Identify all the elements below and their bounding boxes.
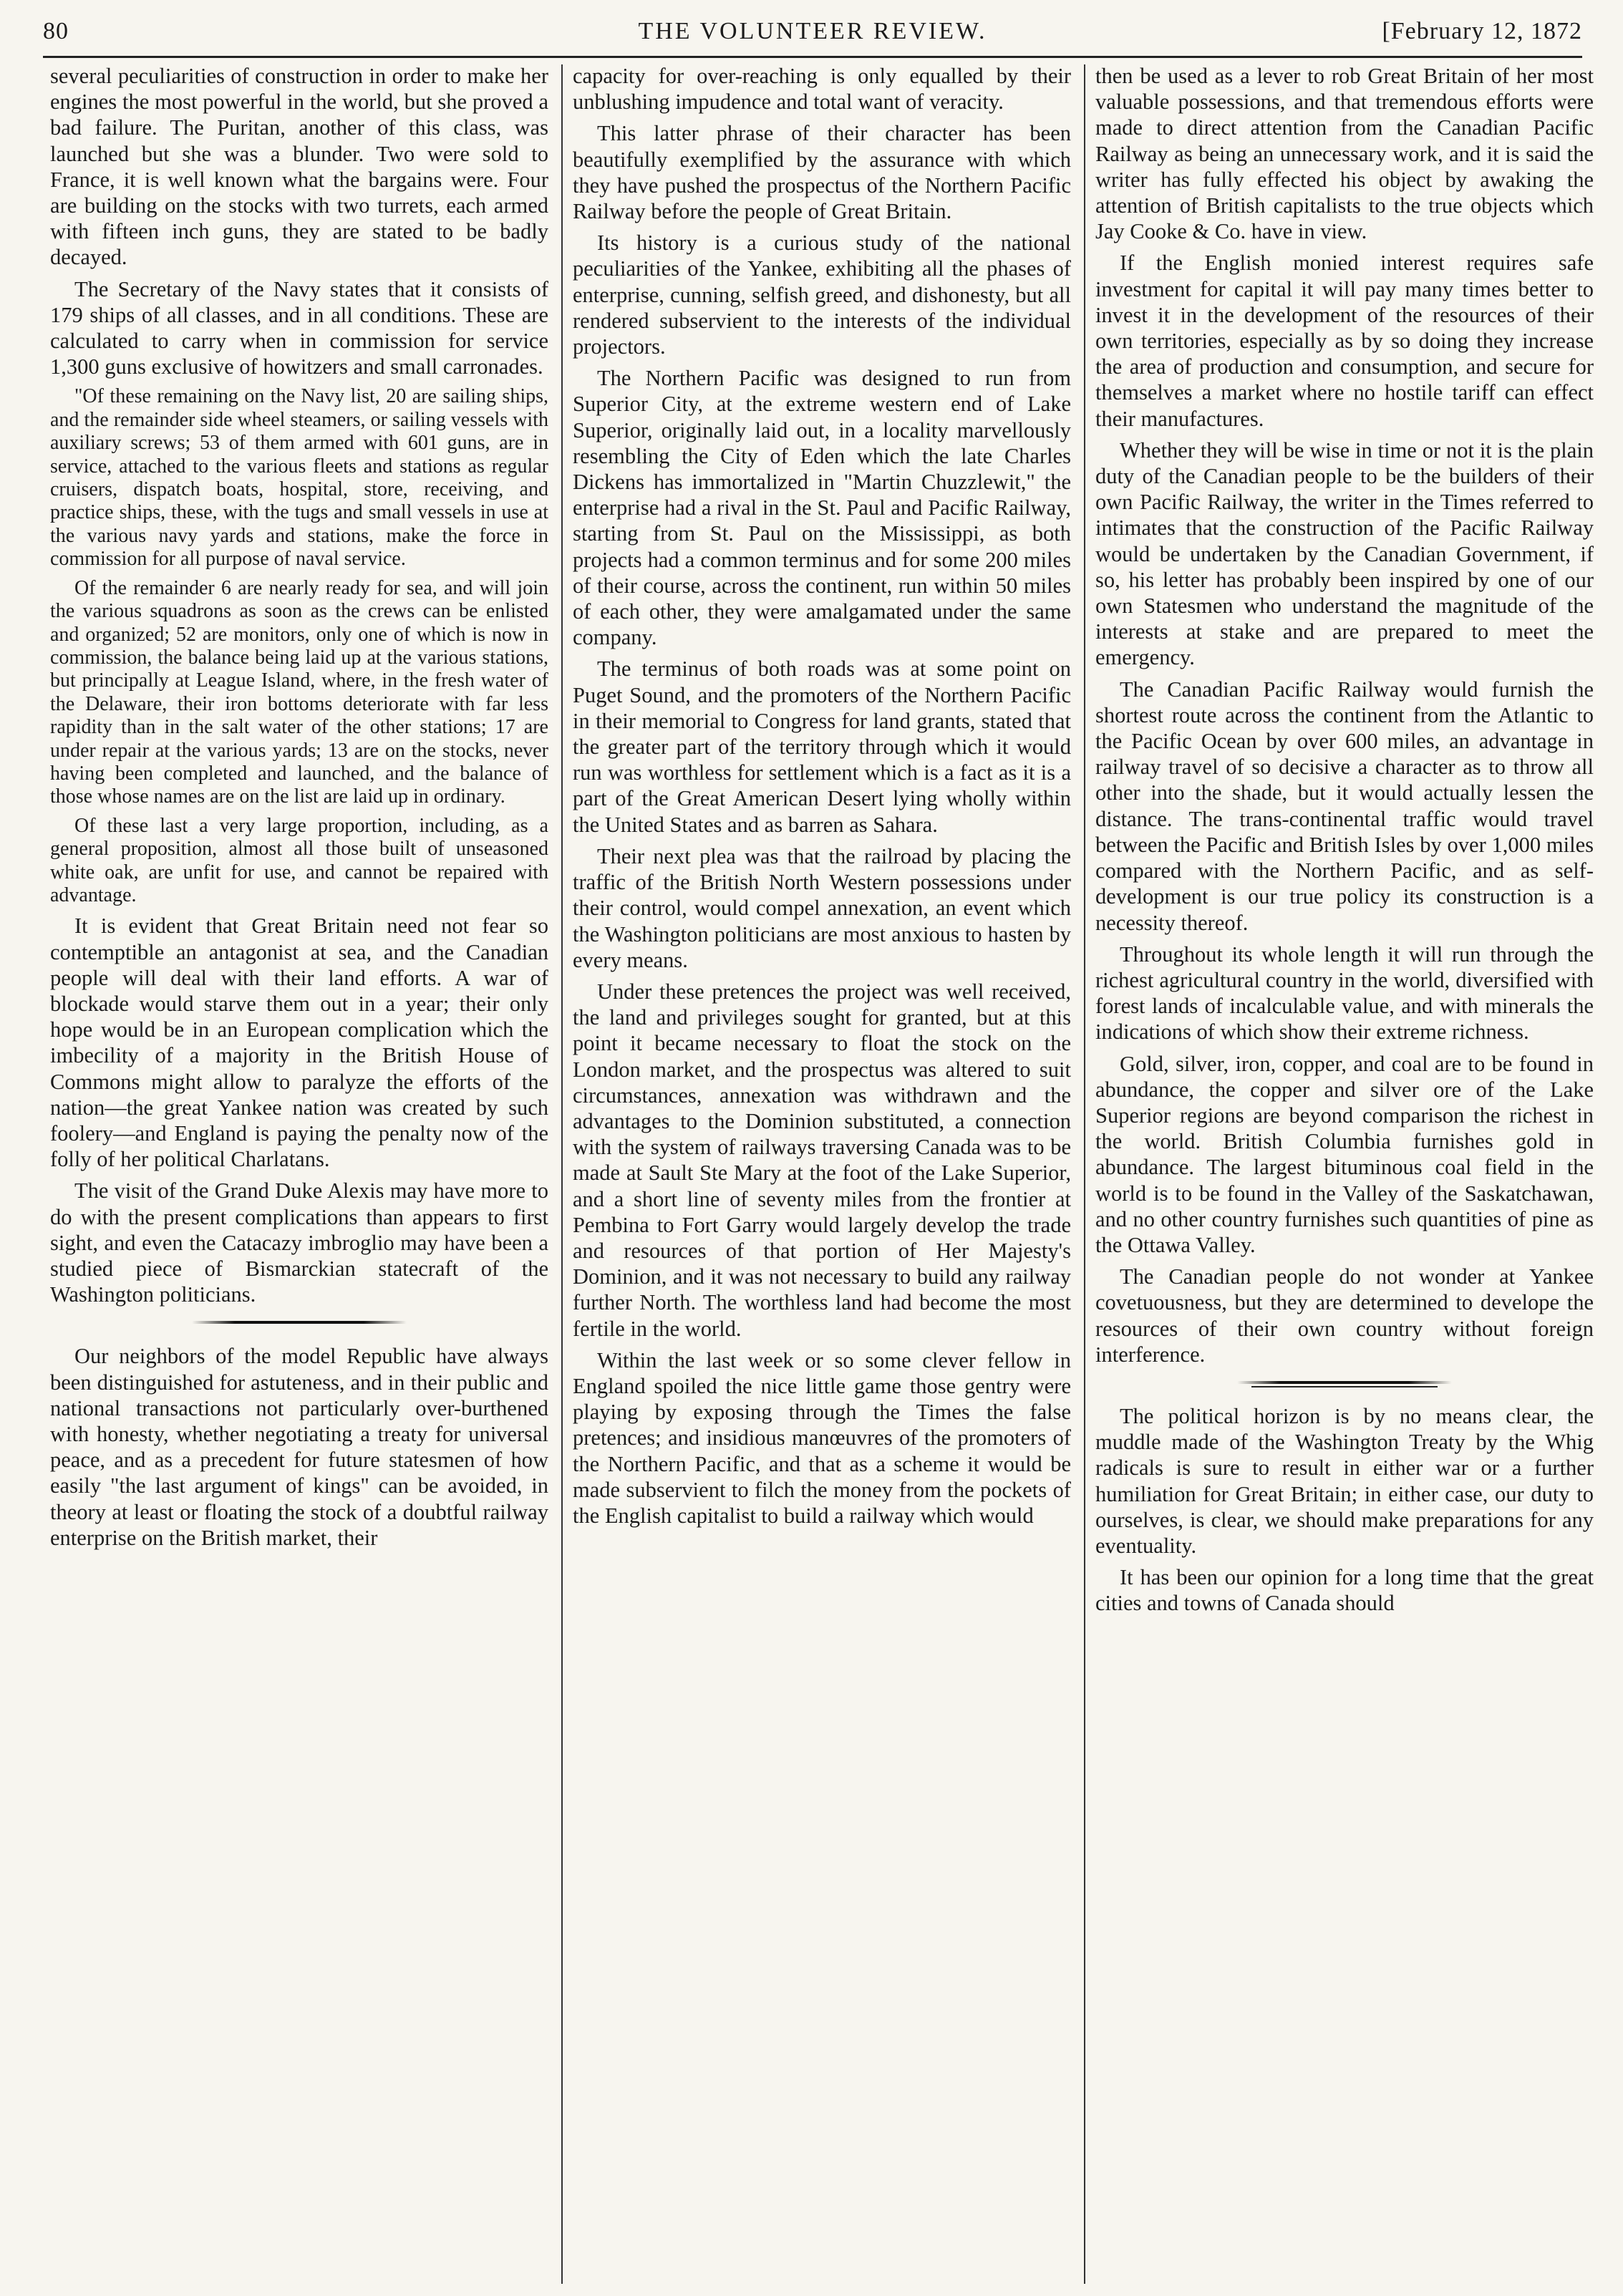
column-1 xyxy=(50,63,548,2282)
paragraph: The Northern Pacific was designed to run from Superior City, at the extreme western end of Lake Superior, originally laid out, in a locality marvellously resembling the City of Eden which the late Charles Dickens has immortalized in "Martin Chuzzlewit," the enterprise had a rival in the St. Paul and Pacific Railway, starting from St. Paul on the Mississippi, as both projects had a common terminus and for some 200 miles of their course, across the continent, run within 50 miles of each other, they were amalgamated under the same company. xyxy=(573,366,1071,650)
page-number: 80 xyxy=(43,18,69,44)
paragraph: then be used as a lever to rob Great Britain of her most valuable possessions, and that tremendous efforts were made to direct attention from the Canadian Pacific Railway as being an unnecessary work, and it is said the writer has fully effected his object by awaking the attention of British capitalists to the true objects which Jay Cooke & Co. have in view. xyxy=(1095,64,1594,244)
paragraph: Throughout its whole length it will run through the richest agricultural country in the world, diversified with forest lands of incalculable value, and with minerals the indications of which show their extreme richness. xyxy=(1095,941,1594,1045)
column-rule xyxy=(1084,64,1085,2284)
paragraph: Under these pretences the project was well received, the land and privileges sought for granted, but at this point it became necessary to float the stock on the London market, and the prospectus was altered to suit circumstances, annexation was withdrawn and the advantages to the Dominion substituted, a connection with the system of railways traversing Canada was to be made at Sault Ste Mary at the foot of the Lake Superior, and a short line of seventy miles from the frontier at Pembina to Fort Garry would largely develop the trade and resources of that portion of Her Majesty's Dominion, and it was not necessary to build any railway further North. The worthless land had become the most fertile in the world. xyxy=(573,979,1071,1341)
column-rule xyxy=(561,64,563,2284)
column-2 xyxy=(573,63,1071,2282)
page-header xyxy=(43,10,1582,53)
issue-date: [February 12, 1872 xyxy=(1382,18,1582,44)
paragraph: If the English monied interest requires safe investment for capital it will pay many times better to invest it in the development of the resources of their own territories, especially as by so doing they increase the area of production and consumption, and secure for themselves a market where no hostile tariff can effect their manufactures. xyxy=(1095,251,1594,431)
paragraph: It is evident that Great Britain need not fear so contemptible an antagonist at sea, and the Canadian people will deal with their land efforts. A war of blockade would starve them out in a year; their only hope would be in an European complication which the imbecility of a majority in the British House of Commons might allow to paralyze the efforts of the nation—the great Yankee nation was created by such foolery—and England is paying the penalty now of the folly of her political Charlatans. xyxy=(50,914,548,1172)
paragraph: The political horizon is by no means clear, the muddle made of the Washington Treaty by the Whig radicals is sure to result in either war or a further humiliation for Great Britain; in either case, our duty to ourselves, is clear, we should make preparations for any eventuality. xyxy=(1095,1403,1594,1558)
paragraph: The terminus of both roads was at some point on Puget Sound, and the promoters of the Northern Pacific in their memorial to Congress for land grants, stated that the greater part of the territory through which it would run was worthless for settlement which is a fact as it is a part of the Great American Desert lying wholly within the United States and as barren as Sahara. xyxy=(573,657,1071,837)
header-rule xyxy=(43,56,1582,58)
paragraph: capacity for over-reaching is only equalled by their unblushing impudence and total want of veracity. xyxy=(573,64,1071,115)
paragraph: This latter phrase of their character has been beautifully exemplified by the assurance with which they have pushed the prospectus of the Northern Pacific Railway before the people of Great Britain. xyxy=(573,121,1071,224)
paragraph: The visit of the Grand Duke Alexis may have more to do with the present complications than appears to first sight, and even the Catacazy imbroglio may have been a studied piece of Bismarckian statecraft of the Washington politicians. xyxy=(50,1178,548,1307)
paragraph: Its history is a curious study of the national peculiarities of the Yankee, exhibiting all the phases of enterprise, cunning, selfish greed, and dishonesty, but all rendered subservient to the interests of the individual projectors. xyxy=(573,231,1071,359)
page-title: THE VOLUNTEER REVIEW. xyxy=(638,18,987,44)
paragraph: The Canadian people do not wonder at Yankee covetuousness, but they are determined to develope the resources of their own country without foreign interference. xyxy=(1095,1264,1594,1367)
paragraph: Our neighbors of the model Republic have always been distinguished for astuteness, and in their public and national transactions not particularly over-burthened with honesty, whether negotiating a treaty for universal peace, and as a precedent for future statesmen of how easily "the last argument of kings" can be avoided, in theory at least or floating the stock of a doubtful railway enterprise on the British market, their xyxy=(50,1344,548,1550)
paragraph: It has been our opinion for a long time that the great cities and towns of Canada should xyxy=(1095,1565,1594,1616)
column-3 xyxy=(1095,63,1594,2282)
quoted-paragraph: Of the remainder 6 are nearly ready for sea, and will join the various squadrons as soon as the crews can be enlisted and organized; 52 are monitors, only one of which is now in commission, the balance being laid up at the various stations, but principally at League Island, where, in the fresh water of the Delaware, their iron bottoms deteriorate with far less rapidity than in the salt water of the other stations; 17 are under repair at the various yards; 13 are on the stocks, never having been completed and launched, and the balance of those whose names are on the list are laid up in ordinary. xyxy=(50,576,548,808)
paragraph: Within the last week or so some clever fellow in England spoiled the nice little game those gentry were playing by exposing through the Times the false pretences; and insidious manœuvres of the promoters of the Northern Pacific, and that as a scheme it would be made subservient to filch the money from the pockets of the English capitalist to build a railway which would xyxy=(573,1347,1071,1528)
paragraph: Gold, silver, iron, copper, and coal are to be found in abundance, the copper and silver ore of the Lake Superior regions are beyond comparison the richest in the world. British Columbia furnishes gold in abundance. The largest bituminous coal field in the world is to be found in the Valley of the Saskatchawan, and no other country furnishes such quantities of pine as the Ottawa Valley. xyxy=(1095,1051,1594,1257)
paragraph: The Secretary of the Navy states that it consists of 179 ships of all classes, and in all conditions. These are calculated to carry when in commission for service 1,300 guns exclusive of howitzers and small carronades. xyxy=(50,276,548,379)
quoted-paragraph: "Of these remaining on the Navy list, 20 are sailing ships, and the remainder side wheel steamers, or sailing vessels with auxiliary screws; 53 of them armed with 601 guns, are in service, attached to the various fleets and stations as regular cruisers, dispatch boats, hospital, store, receiving, and practice ships, these, with the tugs and small vessels in use at the various navy yards and stations, make the force in commission for all purpose of naval service. xyxy=(50,385,548,571)
section-divider xyxy=(1237,1377,1452,1387)
paragraph: several peculiarities of construction in order to make her engines the most powerful in the world, but she proved a bad failure. The Puritan, another of this class, was launched but she was a blunder. Two were sold to France, it is well known what the bargains were. Four are building on the stocks with two turrets, each armed with fifteen inch guns, they are stated to be badly decayed. xyxy=(50,64,548,270)
paragraph: Their next plea was that the railroad by placing the traffic of the British North Western possessions under their control, would compel annexation, an event which the Washington politicians are most anxious to hasten by every means. xyxy=(573,843,1071,972)
section-divider xyxy=(192,1317,407,1327)
paragraph: Whether they will be wise in time or not it is the plain duty of the Canadian people to be the builders of their own Pacific Railway, the writer in the Times referred to intimates that the construction of the Pacific Railway would be undertaken by the Canadian Government, if so, his letter has probably been inspired by one of our own Statesmen who understand the magnitude of the interests at stake and are prepared to meet the emergency. xyxy=(1095,437,1594,670)
paragraph: The Canadian Pacific Railway would furnish the shortest route across the continent from the Atlantic to the Pacific Ocean by over 600 miles, an advantage in railway travel of so decisive a character as to throw all other into the shade, but it would actually lessen the distance. The trans-continental traffic would travel between the Pacific and British Isles by over 1,000 miles compared with the Northern Pacific, and as self-development is our true policy its construction is a necessity thereof. xyxy=(1095,677,1594,935)
quoted-paragraph: Of these last a very large proportion, including, as a general proposition, almost all those built of unseasoned white oak, are unfit for use, and cannot be repaired with advantage. xyxy=(50,814,548,906)
